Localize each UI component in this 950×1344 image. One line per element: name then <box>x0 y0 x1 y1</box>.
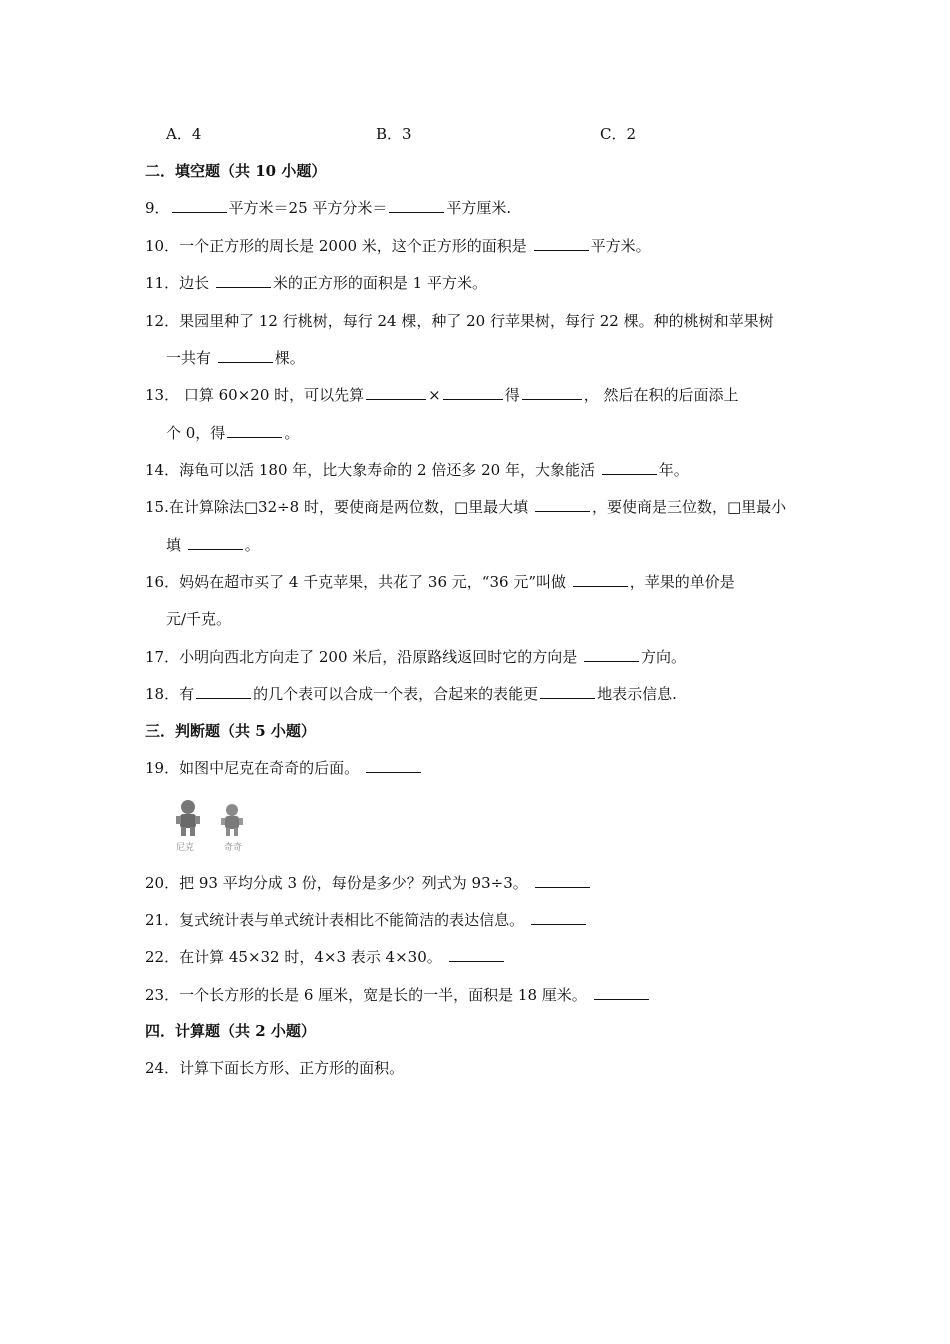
question-10 <box>145 236 651 256</box>
q22-text: 22．在计算 45×32 时，4×3 表示 4×30。 <box>145 948 447 966</box>
answer-blank[interactable] <box>216 273 271 288</box>
question-13-line1 <box>145 385 739 405</box>
q15-line2-text: 填 <box>166 536 186 554</box>
q13-text: 13． 口算 60×20 时，可以先算 <box>145 386 365 404</box>
answer-blank[interactable] <box>531 910 586 925</box>
answer-blank[interactable] <box>573 572 628 587</box>
q9-tail: 平方厘米. <box>446 199 512 217</box>
question-17 <box>145 647 686 667</box>
q11-tail: 米的正方形的面积是 1 平方米。 <box>272 274 487 292</box>
answer-blank[interactable] <box>535 497 590 512</box>
q13-times: × <box>428 386 441 404</box>
q21-text: 21．复式统计表与单式统计表相比不能简洁的表达信息。 <box>145 911 529 929</box>
q23-text: 23．一个长方形的长是 6 厘米，宽是长的一半，面积是 18 厘米。 <box>145 986 592 1004</box>
question-20 <box>145 873 592 893</box>
q19-text: 19．如图中尼克在奇奇的后面。 <box>145 759 364 777</box>
answer-blank[interactable] <box>366 758 421 773</box>
answer-blank[interactable] <box>443 385 503 400</box>
question-14 <box>145 460 689 480</box>
q18-tail: 地表示信息. <box>597 685 677 703</box>
q17-text: 17．小明向西北方向走了 200 米后，沿原路线返回时它的方向是 <box>145 648 583 666</box>
answer-blank[interactable] <box>594 985 649 1000</box>
answer-blank[interactable] <box>602 460 657 475</box>
option-b: B．3 <box>376 125 412 143</box>
question-21 <box>145 910 588 930</box>
section-calc-heading: 四．计算题（共 2 小题） <box>145 1022 316 1040</box>
question-13-line2 <box>166 423 299 443</box>
q13-text2: ， 然后在积的后面添上 <box>583 386 739 404</box>
q15-tail: 。 <box>244 536 260 554</box>
answer-blank[interactable] <box>172 198 227 213</box>
qiqi-caption: 奇奇 <box>224 843 243 853</box>
q14-tail: 年。 <box>658 461 689 479</box>
question-19 <box>145 758 423 778</box>
q18-text: 18．有 <box>145 685 195 703</box>
q14-text: 14．海龟可以活 180 年，比大象寿命的 2 倍还多 20 年，大象能活 <box>145 461 600 479</box>
answer-blank[interactable] <box>522 385 582 400</box>
q16-text2: ，苹果的单价是 <box>629 573 735 591</box>
question-15-line1 <box>145 497 786 517</box>
answer-blank[interactable] <box>584 647 639 662</box>
q9-text: 平方米＝25 平方分米＝ <box>228 199 388 217</box>
q15-text: 15.在计算除法□32÷8 时，要使商是两位数，□里最大填 <box>145 498 533 516</box>
answer-blank[interactable] <box>366 385 426 400</box>
answer-blank[interactable] <box>389 198 444 213</box>
question-11 <box>145 273 487 293</box>
q13-line2-text: 个 0，得 <box>166 424 226 442</box>
answer-blank[interactable] <box>540 684 595 699</box>
answer-blank[interactable] <box>196 684 251 699</box>
q10-text: 10．一个正方形的周长是 2000 米，这个正方形的面积是 <box>145 237 532 255</box>
q10-tail: 平方米。 <box>590 237 651 255</box>
question-16-line1 <box>145 572 735 592</box>
question-16-line2: 元/千克。 <box>166 610 232 628</box>
option-c: C．2 <box>600 125 637 143</box>
q18-text2: 的几个表可以合成一个表，合起来的表能更 <box>253 685 539 703</box>
answer-blank[interactable] <box>188 535 243 550</box>
question-12-line2 <box>166 348 305 368</box>
q9-number: 9． <box>145 199 170 217</box>
qiqi-figure-icon <box>220 802 244 838</box>
section-fill-heading: 二．填空题（共 10 小题） <box>145 162 327 180</box>
answer-blank[interactable] <box>227 423 282 438</box>
q20-text: 20．把 93 平均分成 3 份，每份是多少？列式为 93÷3。 <box>145 874 533 892</box>
q13-de: 得 <box>504 386 520 404</box>
answer-blank[interactable] <box>534 236 589 251</box>
question-18 <box>145 684 677 704</box>
question-23 <box>145 985 651 1005</box>
question-24: 24．计算下面长方形、正方形的面积。 <box>145 1059 405 1077</box>
nick-caption: 尼克 <box>176 843 195 853</box>
q13-tail: 。 <box>284 424 300 442</box>
question-19-figure <box>168 798 258 854</box>
section-judge-heading: 三．判断题（共 5 小题） <box>145 722 316 740</box>
q16-text: 16．妈妈在超市买了 4 千克苹果，共花了 36 元，“36 元”叫做 <box>145 573 571 591</box>
option-a: A．4 <box>166 125 202 143</box>
question-9 <box>145 198 511 218</box>
question-12-line1: 12．果园里种了 12 行桃树，每行 24 棵，种了 20 行苹果树，每行 22 棵。种的桃树和苹果树 <box>145 312 774 330</box>
nick-figure-icon <box>174 798 202 838</box>
question-15-line2 <box>166 535 260 555</box>
q11-text: 11．边长 <box>145 274 214 292</box>
q12-tail: 棵。 <box>274 349 305 367</box>
answer-blank[interactable] <box>535 873 590 888</box>
question-22 <box>145 947 506 967</box>
q15-text2: ，要使商是三位数，□里最小 <box>591 498 787 516</box>
answer-blank[interactable] <box>449 947 504 962</box>
q17-tail: 方向。 <box>641 648 687 666</box>
q12-text: 一共有 <box>166 349 216 367</box>
answer-blank[interactable] <box>218 348 273 363</box>
